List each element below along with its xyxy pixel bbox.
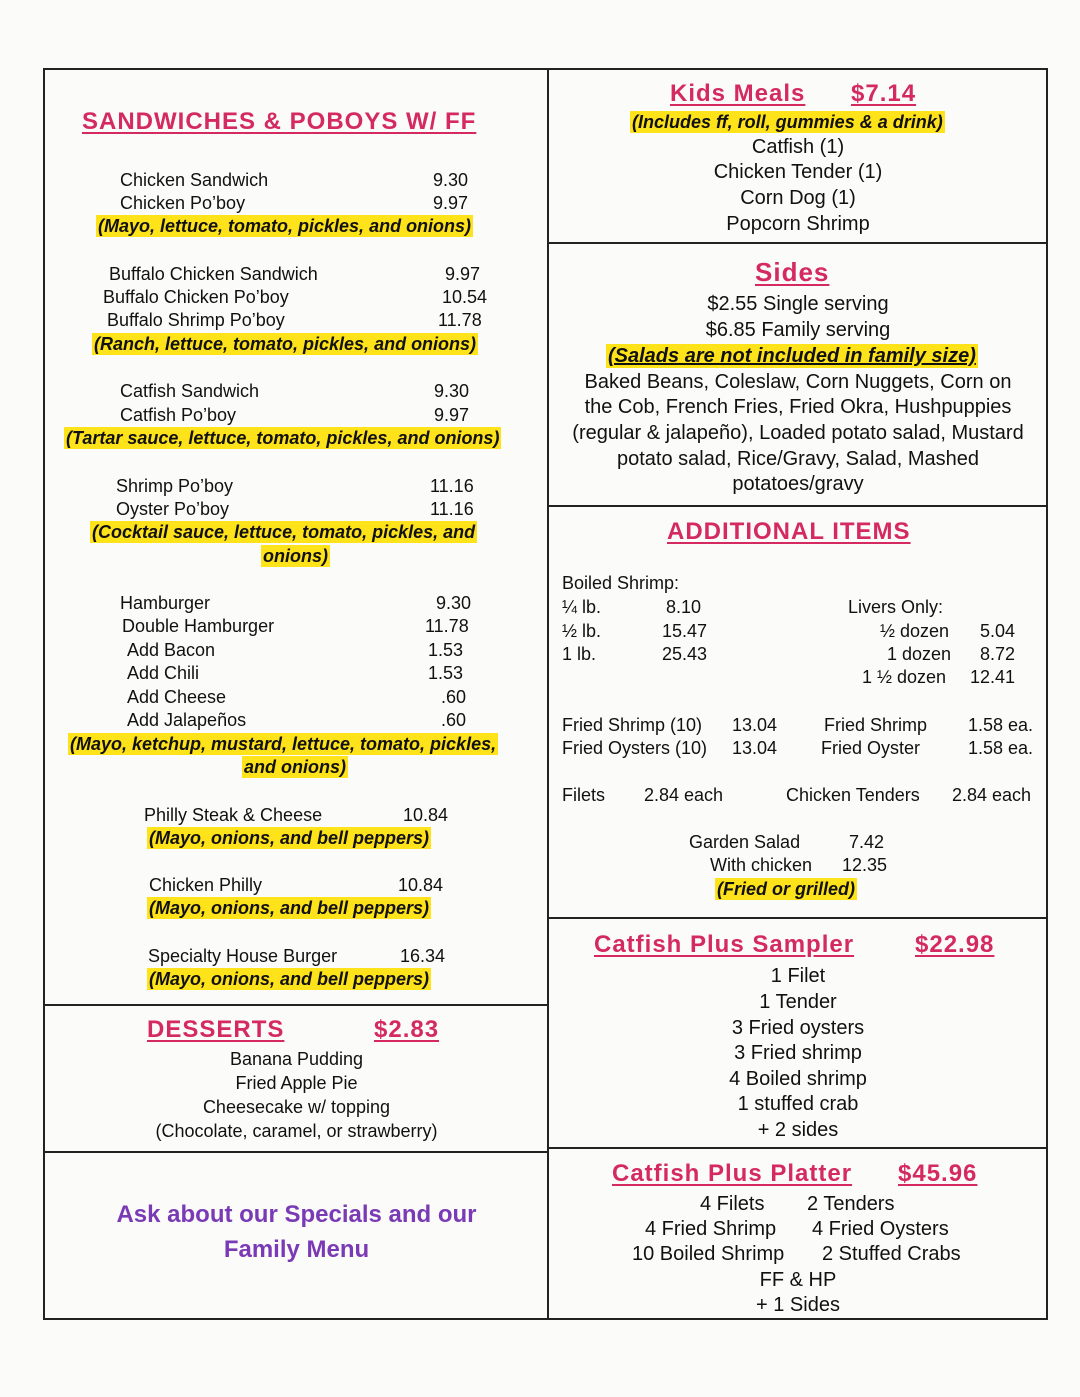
- divider-additional: [548, 505, 1048, 507]
- divider-specials: [45, 1151, 548, 1153]
- price-fried-shrimp-10: 13.04: [732, 715, 778, 735]
- price-fried-shrimp-each: 1.58 ea.: [968, 715, 1034, 735]
- divider-sides: [548, 242, 1048, 244]
- kids-title: Kids Meals: [670, 80, 806, 107]
- price-chicken-tenders: 2.84 each: [952, 785, 1032, 805]
- price-oyster-poboy: 11.16: [430, 499, 474, 519]
- sampler-item: + 2 sides: [757, 1119, 839, 1141]
- item-with-chicken: With chicken: [710, 855, 813, 875]
- note-buffalo-toppings: (Ranch, lettuce, tomato, pickles, and onions): [94, 334, 477, 354]
- boiled-price: 25.43: [662, 644, 708, 664]
- livers-qty: ½ dozen: [880, 621, 950, 641]
- divider-desserts: [45, 1004, 548, 1006]
- item-chicken-sandwich: Chicken Sandwich: [120, 170, 269, 190]
- boiled-qty: ½ lb.: [562, 621, 602, 641]
- item-add-cheese: Add Cheese: [127, 687, 227, 707]
- item-chicken-poboy: Chicken Po’boy: [120, 193, 246, 213]
- dessert-item: (Chocolate, caramel, or strawberry): [155, 1121, 438, 1141]
- price-add-cheese: .60: [441, 687, 467, 707]
- price-chicken-philly: 10.84: [398, 875, 444, 895]
- item-add-chili: Add Chili: [127, 663, 200, 683]
- sides-line: the Cob, French Fries, Fried Okra, Hushpuppies: [584, 396, 1012, 418]
- price-add-chili: 1.53: [428, 663, 464, 683]
- sides-line: potatoes/gravy: [732, 473, 864, 495]
- item-oyster-poboy: Oyster Po’boy: [116, 499, 230, 519]
- item-chicken-philly: Chicken Philly: [149, 875, 263, 895]
- item-buffalo-poboy: Buffalo Chicken Po’boy: [103, 287, 289, 307]
- kids-item: Popcorn Shrimp: [726, 213, 870, 235]
- livers-price: 8.72: [980, 644, 1016, 664]
- item-add-bacon: Add Bacon: [127, 640, 216, 660]
- price-catfish-sandwich: 9.30: [434, 381, 470, 401]
- boiled-qty: 1 lb.: [562, 644, 597, 664]
- sampler-item: 4 Boiled shrimp: [729, 1068, 867, 1090]
- price-garden-salad: 7.42: [849, 832, 885, 852]
- item-fried-shrimp-each: Fried Shrimp: [824, 715, 928, 735]
- sampler-item: 1 stuffed crab: [737, 1093, 859, 1115]
- dessert-item: Cheesecake w/ topping: [202, 1097, 391, 1117]
- platter-ff-hp: FF & HP: [759, 1269, 837, 1291]
- sides-single: $2.55 Single serving: [707, 293, 889, 315]
- livers-price: 5.04: [980, 621, 1016, 641]
- item-double-hamburger: Double Hamburger: [122, 616, 275, 636]
- item-buffalo-sandwich: Buffalo Chicken Sandwich: [109, 264, 318, 284]
- item-garden-salad: Garden Salad: [689, 832, 801, 852]
- price-chicken-sandwich: 9.30: [433, 170, 469, 190]
- price-catfish-poboy: 9.97: [434, 405, 470, 425]
- sampler-title: Catfish Plus Sampler: [594, 931, 855, 958]
- item-hamburger: Hamburger: [120, 593, 211, 613]
- price-buffalo-sandwich: 9.97: [445, 264, 481, 284]
- item-fried-shrimp-10: Fried Shrimp (10): [562, 715, 703, 735]
- item-fried-oysters-10: Fried Oysters (10): [562, 738, 708, 758]
- platter-item: 10 Boiled Shrimp: [632, 1243, 785, 1265]
- desserts-title: DESSERTS: [147, 1016, 285, 1043]
- price-buffalo-poboy: 10.54: [442, 287, 488, 307]
- price-buffalo-shrimp: 11.78: [438, 310, 482, 330]
- dessert-item: Banana Pudding: [229, 1049, 364, 1069]
- sampler-item: 3 Fried oysters: [731, 1017, 865, 1039]
- sides-family: $6.85 Family serving: [705, 319, 891, 341]
- item-filets: Filets: [562, 785, 606, 805]
- salad-note: (Fried or grilled): [717, 879, 856, 899]
- item-catfish-poboy: Catfish Po’boy: [120, 405, 237, 425]
- price-house-burger: 16.34: [400, 946, 446, 966]
- note-house-burger-toppings: (Mayo, onions, and bell peppers): [149, 969, 430, 989]
- specials-line-1: Ask about our Specials and our: [116, 1201, 477, 1228]
- price-chicken-poboy: 9.97: [433, 193, 469, 213]
- livers-price: 12.41: [970, 667, 1016, 687]
- sampler-item: 1 Filet: [770, 965, 826, 987]
- sandwiches-title: SANDWICHES & POBOYS W/ FF: [82, 108, 477, 135]
- price-shrimp-poboy: 11.16: [430, 476, 474, 496]
- divider-sampler: [548, 917, 1048, 919]
- item-chicken-tenders: Chicken Tenders: [786, 785, 920, 805]
- kids-price: $7.14: [851, 80, 917, 107]
- livers-label: Livers Only:: [848, 597, 944, 617]
- sampler-item: 3 Fried shrimp: [734, 1042, 862, 1064]
- platter-item: 4 Filets: [700, 1193, 765, 1215]
- sampler-item: 1 Tender: [759, 991, 837, 1013]
- note-chicken-toppings: (Mayo, lettuce, tomato, pickles, and onions): [98, 216, 472, 236]
- sides-line: Baked Beans, Coleslaw, Corn Nuggets, Corn on: [584, 371, 1012, 393]
- kids-item: Catfish (1): [751, 136, 845, 158]
- platter-price: $45.96: [898, 1160, 978, 1187]
- platter-item: 4 Fried Oysters: [812, 1218, 949, 1240]
- item-catfish-sandwich: Catfish Sandwich: [120, 381, 260, 401]
- item-house-burger: Specialty House Burger: [148, 946, 338, 966]
- boiled-shrimp-label: Boiled Shrimp:: [562, 573, 680, 593]
- item-add-jalapenos: Add Jalapeños: [127, 710, 247, 730]
- price-double-hamburger: 11.78: [425, 616, 469, 636]
- boiled-qty: ¼ lb.: [562, 597, 602, 617]
- livers-qty: 1 ½ dozen: [862, 667, 947, 687]
- note-catfish-toppings: (Tartar sauce, lettuce, tomato, pickles, and onions): [66, 428, 500, 448]
- note-burger-toppings-2: and onions): [244, 757, 346, 777]
- price-fried-oysters-10: 13.04: [732, 738, 778, 758]
- platter-item: 4 Fried Shrimp: [645, 1218, 777, 1240]
- note-philly-toppings: (Mayo, onions, and bell peppers): [149, 828, 430, 848]
- desserts-price: $2.83: [374, 1016, 440, 1043]
- price-philly-steak: 10.84: [403, 805, 449, 825]
- kids-item: Chicken Tender (1): [713, 161, 883, 183]
- platter-title: Catfish Plus Platter: [612, 1160, 853, 1187]
- note-seafood-toppings-2: onions): [263, 546, 328, 566]
- note-seafood-toppings-1: (Cocktail sauce, lettuce, tomato, pickles, and: [92, 522, 476, 542]
- dessert-item: Fried Apple Pie: [235, 1073, 358, 1093]
- sides-note: (Salads are not included in family size): [608, 345, 976, 367]
- price-hamburger: 9.30: [436, 593, 472, 613]
- sides-line: potato salad, Rice/Gravy, Salad, Mashed: [616, 448, 980, 470]
- sides-line: (regular & jalapeño), Loaded potato salad, Mustard: [572, 422, 1024, 444]
- price-with-chicken: 12.35: [842, 855, 888, 875]
- additional-title: ADDITIONAL ITEMS: [667, 518, 911, 545]
- note-burger-toppings-1: (Mayo, ketchup, mustard, lettuce, tomato, pickles,: [70, 734, 497, 754]
- platter-sides: + 1 Sides: [756, 1294, 840, 1316]
- sampler-price: $22.98: [915, 931, 995, 958]
- sides-title: Sides: [755, 257, 830, 287]
- kids-note: (Includes ff, roll, gummies & a drink): [632, 112, 943, 132]
- boiled-price: 15.47: [662, 621, 708, 641]
- boiled-price: 8.10: [666, 597, 702, 617]
- item-buffalo-shrimp: Buffalo Shrimp Po’boy: [107, 310, 285, 330]
- item-shrimp-poboy: Shrimp Po’boy: [116, 476, 234, 496]
- kids-item: Corn Dog (1): [740, 187, 856, 209]
- livers-qty: 1 dozen: [887, 644, 952, 664]
- price-fried-oyster-each: 1.58 ea.: [968, 738, 1034, 758]
- platter-item: 2 Stuffed Crabs: [822, 1243, 961, 1265]
- price-add-jalapenos: .60: [441, 710, 467, 730]
- divider-platter: [548, 1147, 1048, 1149]
- price-filets: 2.84 each: [644, 785, 724, 805]
- note-chicken-philly-toppings: (Mayo, onions, and bell peppers): [149, 898, 430, 918]
- specials-line-2: Family Menu: [223, 1236, 370, 1263]
- platter-item: 2 Tenders: [807, 1193, 895, 1215]
- item-philly-steak: Philly Steak & Cheese: [144, 805, 323, 825]
- item-fried-oyster-each: Fried Oyster: [821, 738, 921, 758]
- price-add-bacon: 1.53: [428, 640, 464, 660]
